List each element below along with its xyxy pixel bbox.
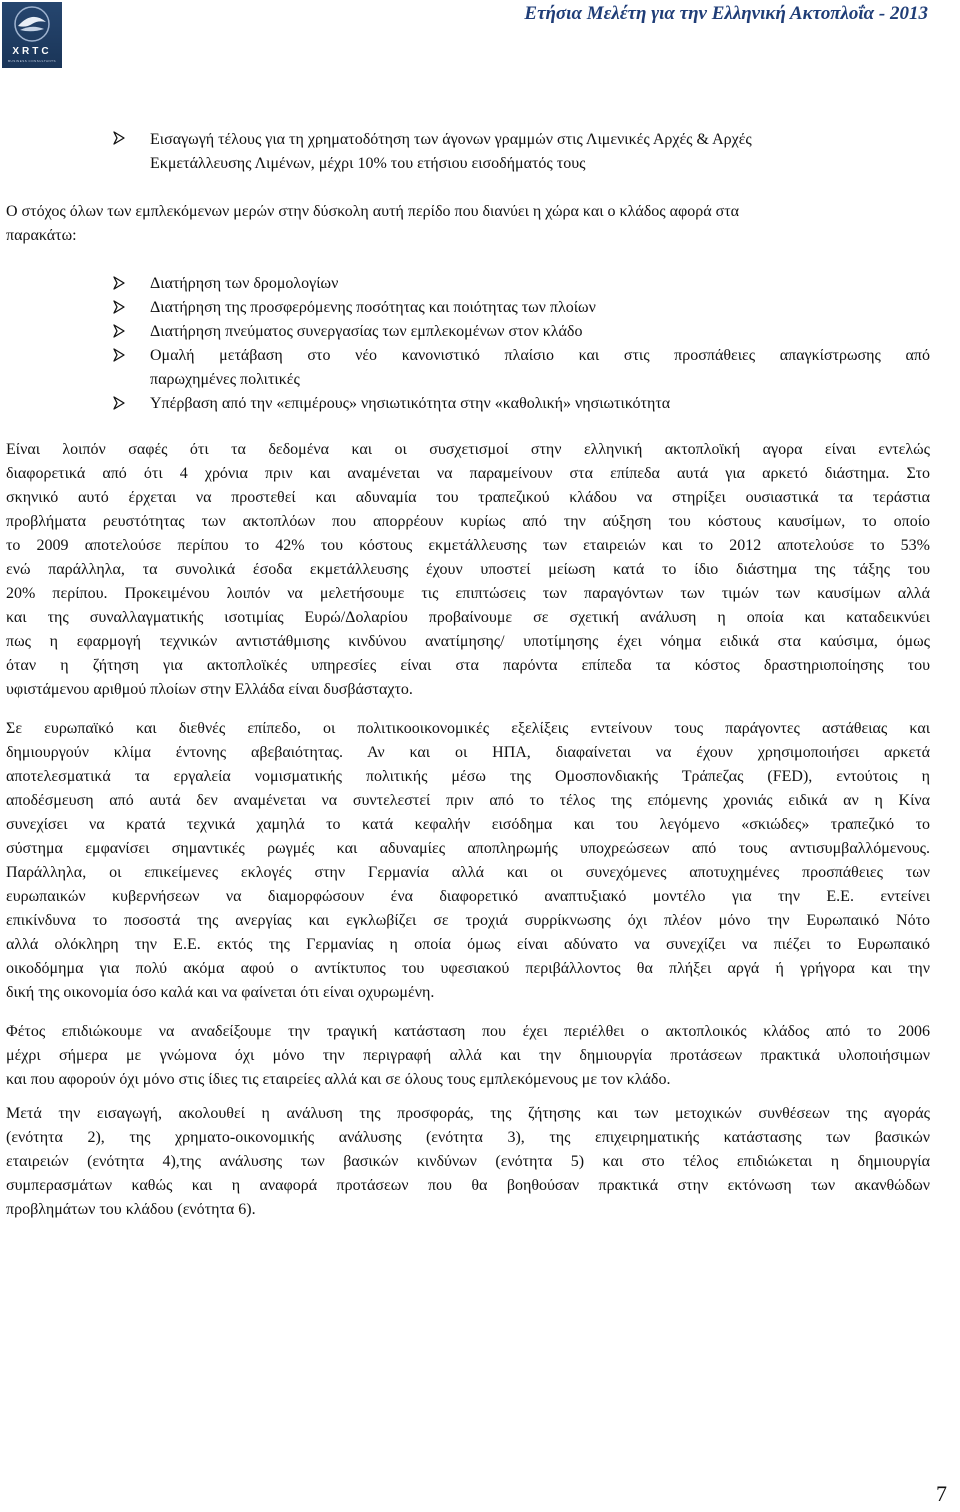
body-paragraph (6, 1020, 930, 1092)
body-paragraph (6, 1102, 930, 1222)
bullet-port-fee (150, 128, 930, 176)
paragraph-line: ενώ παράλληλα, τα συνολικά έσοδα εκμετάλλευσης έχουν υποστεί μείωση κατά το ίδιο διάστημα της τάξης του (6, 561, 930, 578)
paragraph-line: ευρωπαικών κυβερνήσεων να διαμορφώσουν ένα διαφορετικό αναπτυξιακό μοντέλο για την Ε.Ε. εντείνει (6, 888, 930, 905)
page-number: 7 (936, 1481, 947, 1506)
ship-emblem-icon (2, 2, 62, 46)
paragraph-line: δημιουργούν κλίμα έντονης αβεβαιότητας. Αν και οι ΗΠΑ, διαφαίνεται να έχουν χρησιμοποιήσει αρκετά (6, 744, 930, 761)
paragraph-line: συμπερασμάτων καθώς και η αναφορά προτάσεων που θα βοηθούσαν πρακτικά στην εκτόνωση των ακανθώδων (6, 1177, 930, 1194)
goal-line: παρωχημένες πολιτικές (150, 371, 300, 388)
goal-line: Διατήρηση των δρομολογίων (150, 275, 339, 292)
goal-line: Ομαλή μετάβαση στο νέο κανονιστικό πλαίσιο και στις προσπάθειες απαγκίστρωσης από (150, 347, 930, 364)
paragraph-line: σύστημα εμφανίσει σημαντικές ρωγμές και αδυναμίες αποπληρωμής υποχρεώσεων από τους αντισυμβαλλόμενους. (6, 840, 930, 857)
goal-item (150, 320, 930, 344)
arrowhead-bullet-icon (113, 396, 125, 410)
paragraph-line: το 2009 αποτελούσε περίπου το 42% του κόστους εκμετάλλευσης των εταιρειών και το 2012 αποτελούσε το 53% (6, 537, 930, 554)
paragraph-line: επικίνδυνα το ποσοστά της ανεργίας και εγκλωβίζει σε τροχιά συρρίκνωσης όχι πλέον μόνο την Ευρωπαικό Νότο (6, 912, 930, 929)
paragraph-line: σκηνικό αυτό έρχεται να προστεθεί και αδυναμία του τραπεζικού κλάδου να στηρίξει ουσιαστικά τα τεράστια (6, 489, 930, 506)
paragraph-line: Σε ευρωπαϊκό και διεθνές επίπεδο, οι πολιτικοοικονομικές εξελίξεις εντείνουν τους παράγοντες αστάθειας και (6, 720, 930, 737)
paragraph-line: διαφορετικά από ότι 4 χρόνια πριν και αναμένεται να παραμείνουν στα επίπεδα αυτά για αρκετό διάστημα. Στο (6, 465, 930, 482)
paragraph-line: δική της οικονομία όσο καλά και να φαίνεται ότι είναι οχυρωμένη. (6, 984, 435, 1001)
paragraph-line: Μετά την εισαγωγή, ακολουθεί η ανάλυση της προσφοράς, της ζήτησης και των μετοχικών συνθέσεων της αγοράς (6, 1105, 930, 1122)
paragraph-line: 20% περίπου. Προκειμένου λοιπόν να μελετήσουμε τις επιπτώσεις των παραγόντων των τιμών των καυσίμων αλλά (6, 585, 930, 602)
paragraph-line: Ο στόχος όλων των εμπλεκόμενων μερών στην δύσκολη αυτή περίδο που διανύει η χώρα και ο κλάδος αφορά στα (6, 203, 740, 220)
arrowhead-bullet-icon (113, 131, 125, 145)
paragraph-line: προβλήματα ρευστότητας των ακτοπλόων που απορρέουν κυρίως από την αύξηση του κόστους καυσίμων, το οποίο (6, 513, 930, 530)
goal-line: Υπέρβαση από την «επιμέρους» νησιωτικότητα στην «καθολική» νησιωτικότητα (150, 395, 671, 412)
logo-wordmark: XRTC (12, 46, 52, 57)
paragraph-line: αποτελεσματικά τα εργαλεία νομισματικής πολιτικής μέσω της Ομοσπονδιακής Τράπεζας (FED), εντούτοις η (6, 768, 930, 785)
body-paragraph (6, 438, 930, 702)
paragraph-line: εταιρειών (ενότητα 4),της ανάλυσης των βασικών κινδύνων (ενότητα 5) και στο τέλος επιδιώκεται η δημιουργία (6, 1153, 930, 1170)
goal-line: Διατήρηση της προσφερόμενης ποσότητας και ποιότητας των πλοίων (150, 299, 596, 316)
paragraph-line: όταν η ζήτηση για ακτοπλοϊκές υπηρεσίες είναι στα παρόντα επίπεδα τα κόστος δραστηριοποίησης του (6, 657, 930, 674)
goal-item (150, 392, 930, 416)
paragraph-line: Φέτος επιδιώκουμε να αναδείξουμε την τραγική κατάσταση που έχει περιέλθει ο ακτοπλοικός κλάδος από το 2006 (6, 1023, 930, 1040)
paragraph-line: προβλημάτων του κλάδου (ενότητα 6). (6, 1201, 256, 1218)
paragraph-line: πως η εφαρμογή τεχνικών αντιστάθμισης κινδύνου ανατίμησης/ υποτίμησης έχει νόημα ειδικά στα καύσιμα, όμως (6, 633, 930, 650)
paragraph-line: μέχρι σήμερα με γνώμονα όχι μόνο την περιγραφή αλλά και την δημιουργία προτάσεων πρακτικά υλοποιήσιμων (6, 1047, 930, 1064)
paragraph-line: συνεχίσει να κρατά τεχνικά χαμηλά το κατά κεφαλήν εισόδημα και του λεγόμενο «σκιώδες» τραπεζικό το (6, 816, 930, 833)
goal-item (150, 272, 930, 296)
goal-item (150, 296, 930, 320)
arrowhead-bullet-icon (113, 276, 125, 290)
logo-subtext: BUSINESS CONSULTANTS (8, 59, 56, 63)
paragraph-line: παρακάτω: (6, 227, 77, 244)
paragraph-line: Είναι λοιπόν σαφές ότι τα δεδομένα και οι συσχετισμοί στην ελληνική ακτοπλοϊκή αγορα είναι εντελώς (6, 441, 930, 458)
goal-item (150, 344, 930, 392)
arrowhead-bullet-icon (113, 324, 125, 338)
arrowhead-bullet-icon (113, 348, 125, 362)
bullet-line: Εισαγωγή τέλους για τη χρηματοδότηση των άγονων γραμμών στις Λιμενικές Αρχές & Αρχές (150, 131, 752, 148)
body-paragraph (6, 717, 930, 1005)
paragraph-line: οικοδόμημα για πολύ ακόμα αφού ο αντίκτυπος του υφεσιακού περιβάλλοντος θα πλήξει αργά ή γρήγορα και την (6, 960, 930, 977)
paragraph-line: Παράλληλα, οι επικείμενες εκλογές στην Γερμανία αλλά και οι συνεχόμενες αποτυχημένες προσπάθειες των (6, 864, 930, 881)
document-header-title: Ετήσια Μελέτη για την Ελληνική Ακτοπλοΐα - 2013 (524, 3, 928, 24)
paragraph-line: αλλά ολόκληρη την Ε.Ε. εκτός της Γερμανίας η οποία όμως είναι αδύνατο να συνεχίζει να πιέζει το Ευρωπαικό (6, 936, 930, 953)
paragraph-line: και της συναλλαγματικής ισοτιμίας Ευρώ/Δολαρίου προβαίνουμε σε σχετική ανάλυση η οποία και καταδεικνύει (6, 609, 930, 626)
intro-paragraph (6, 200, 930, 248)
company-logo (2, 2, 62, 68)
paragraph-line: και που αφορούν όχι μόνο στις ίδιες τις εταιρείες αλλά και σε όλους τους εμπλεκόμενους με τον κλάδο. (6, 1071, 671, 1088)
arrowhead-bullet-icon (113, 300, 125, 314)
paragraph-line: υφιστάμενου αριθμού πλοίων στην Ελλάδα είναι δυσβάσταχτο. (6, 681, 413, 698)
bullet-line: Εκμετάλλευσης Λιμένων, μέχρι 10% του ετήσιου εισοδήματός τους (150, 155, 586, 172)
goal-line: Διατήρηση πνεύματος συνεργασίας των εμπλεκομένων στον κλάδο (150, 323, 583, 340)
paragraph-line: (ενότητα 2), της χρηματο-οικονομικής ανάλυσης (ενότητα 3), της επιχειρηματικής κατάστασης των βασικών (6, 1129, 930, 1146)
paragraph-line: αποδέσμευση από αυτά δεν αναμένεται να συντελεστεί πριν από το τέλος της επόμενης χρονιάς ειδικά αν η Κίνα (6, 792, 930, 809)
